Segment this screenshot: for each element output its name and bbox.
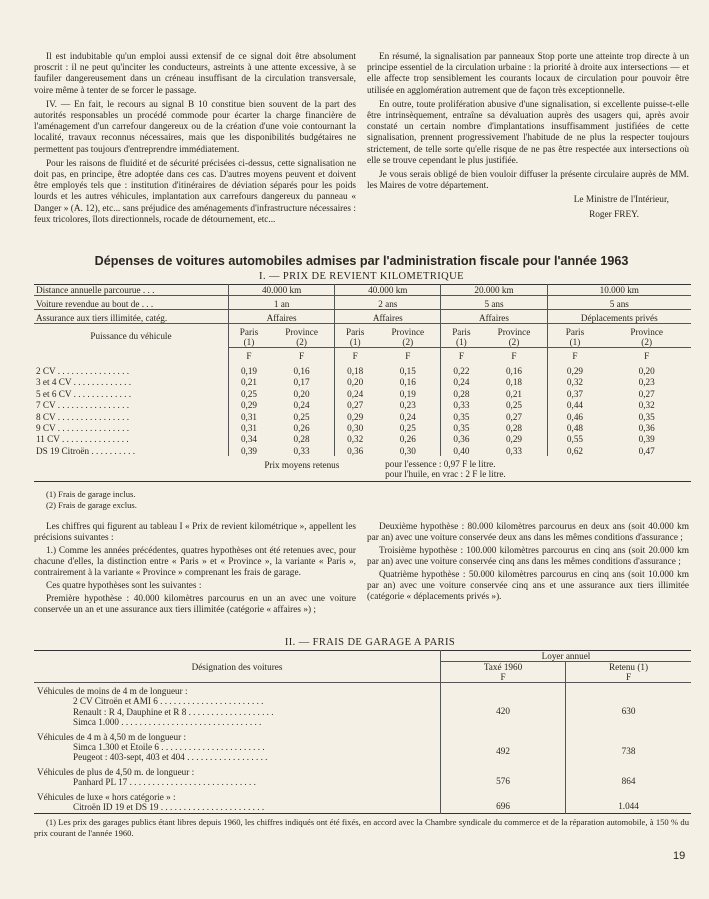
unit-label: F <box>441 672 566 683</box>
cost-cell: 0,24 <box>399 411 416 422</box>
cost-cell: 0,18 <box>505 377 523 388</box>
left-column <box>34 52 356 229</box>
cost-cell: 0,40 <box>441 445 481 456</box>
fuel-essence: pour l'essence : 0,97 F le litre. <box>385 459 496 470</box>
unit-label: F <box>511 351 517 361</box>
note-ref: (2) <box>602 337 691 348</box>
table1-notes <box>34 489 374 510</box>
cost-cell: 0,48 <box>547 422 602 433</box>
vehicle-row <box>34 399 691 410</box>
cost-cell: 0,24 <box>335 388 375 399</box>
paragraph: Ces quatre hypothèses sont les suivantes : <box>46 581 202 591</box>
vehicle-item: Renault : R 4, Dauphine et R 8 . . . . . . . . . . . . . . . . . . . <box>73 706 274 717</box>
cost-cell: 0,31 <box>229 411 269 422</box>
cost-cell: 0,27 <box>335 399 375 410</box>
group-category: Affaires <box>441 310 547 324</box>
cost-cell: 0,29 <box>229 399 269 410</box>
garage-group <box>34 789 691 814</box>
loyer-header: Loyer annuel <box>441 651 692 662</box>
paragraph: En résumé, la signalisation par panneaux Stop porte une atteinte trop directe à un principe essentiel de la circulation urbaine : la priorité à droite aux intersections — et elle affecte trop sensiblement les courants locaux de circulation pour pouvoir être utilisée en agglomération autrement que de façon très exceptionnelle. <box>367 52 689 96</box>
garage-group <box>34 683 691 729</box>
hypotheses-left <box>34 522 356 618</box>
cost-cell: 0,35 <box>441 422 481 433</box>
garage-cost-table <box>34 650 691 814</box>
vehicle-label: 8 CV . . . . . . . . . . . . . . . . <box>36 411 129 422</box>
paris-header: Paris <box>441 324 481 338</box>
cost-cell: 0,29 <box>335 411 375 422</box>
vehicle-item: Citroën ID 19 et DS 19 . . . . . . . . . . . . . . . . . . . . . . . <box>73 802 265 813</box>
taxe-header: Taxé 1960 <box>441 662 566 673</box>
row-label: Voiture revendue au bout de . . . <box>34 296 229 310</box>
unit-label: F <box>547 348 602 366</box>
group-heading: Véhicules de plus de 4,50 m. de longueur : <box>37 766 195 777</box>
cost-cell: 0,16 <box>505 366 523 376</box>
paris-header: Paris <box>335 324 375 338</box>
group-years: 5 ans <box>441 296 547 310</box>
unit-label: F <box>644 351 650 361</box>
group-distance: 20.000 km <box>441 285 547 296</box>
cost-cell: 0,16 <box>399 377 416 388</box>
paragraph: Première hypothèse : 40.000 kilomètres parcourus en un an avec une voiture conservée un an et une assurance aux tiers illimitée (catégorie « affaires ») ; <box>34 594 356 615</box>
retenu-value: 738 <box>566 729 691 764</box>
cost-cell: 0,39 <box>638 434 655 445</box>
cost-cell: 0,28 <box>293 434 310 445</box>
cost-cell: 0,20 <box>638 366 655 376</box>
group-years: 2 ans <box>335 296 441 310</box>
vehicle-label: DS 19 Citroën . . . . . . . . . . <box>36 445 136 456</box>
note-ref: (1) <box>335 337 375 348</box>
cost-cell: 0,15 <box>399 366 416 376</box>
unit-label: F <box>229 348 269 366</box>
cost-cell: 0,25 <box>505 400 523 411</box>
cost-rows <box>34 365 691 456</box>
province-header: Province <box>391 327 425 337</box>
group-heading: Véhicules de luxe « hors catégorie » : <box>37 791 176 802</box>
taxe-value: 492 <box>441 729 566 764</box>
cost-cell: 0,25 <box>293 411 310 422</box>
paris-header: Paris <box>229 324 269 338</box>
power-label: Puissance du véhicule <box>90 330 172 341</box>
note-ref: (2) <box>481 337 547 348</box>
cost-cell: 0,18 <box>335 365 375 376</box>
footnote <box>34 817 689 838</box>
taxe-value: 696 <box>441 789 566 814</box>
unit-label: F <box>335 348 375 366</box>
province-header: Province <box>497 327 531 337</box>
cost-cell: 0,22 <box>441 365 481 376</box>
paragraph: Les chiffres qui figurent au tableau I « Prix de revient kilométrique », appellent les précisions suivantes : <box>34 522 356 543</box>
cost-cell: 0,46 <box>547 411 602 422</box>
unit-label: F <box>566 672 691 683</box>
cost-cell: 0,24 <box>441 376 481 387</box>
cost-cell: 0,26 <box>399 434 416 445</box>
paragraph: IV. — En fait, le recours au signal B 10 constitue bien souvent de la part des autorités responsables un procédé commode pour écarter la charge financière de l'aménagement d'un carrefour dangereux ou de la création d'une voie contournant la localité, travaux reconnus nécessaires, mais que les disponibilités budgétaires ne permettent pas toujours d'entreprendre immédiatement. <box>34 99 356 155</box>
garage-group-label <box>34 789 441 814</box>
page-number: 19 <box>673 850 686 862</box>
cost-cell: 0,35 <box>441 411 481 422</box>
vehicle-item: Simca 1.300 et Etoile 6 . . . . . . . . . . . . . . . . . . . . . . . <box>73 742 265 753</box>
vehicle-row <box>34 388 691 399</box>
right-column <box>367 52 689 224</box>
cost-cell: 0,27 <box>505 411 523 422</box>
cost-cell: 0,29 <box>505 434 523 445</box>
note-ref: (1) <box>441 337 481 348</box>
cost-cell: 0,24 <box>293 400 310 411</box>
group-heading: Véhicules de moins de 4 m de longueur : <box>37 686 188 696</box>
cost-cell: 0,30 <box>335 422 375 433</box>
retenu-value: 1.044 <box>566 789 691 814</box>
cost-cell: 0,32 <box>638 400 655 411</box>
vehicle-row <box>34 433 691 444</box>
cost-cell: 0,62 <box>547 445 602 456</box>
cost-cell: 0,39 <box>229 445 269 456</box>
cost-cell: 0,32 <box>335 433 375 444</box>
vehicle-row <box>34 445 691 456</box>
signature-title: Le Ministre de l'Intérieur, <box>573 195 669 206</box>
group-heading: Véhicules de 4 m à 4,50 m de longueur : <box>37 731 187 742</box>
garage-group-label <box>34 683 441 729</box>
paragraph: Deuxième hypothèse : 80.000 kilomètres parcourus en deux ans (soit 40.000 km par an) avec une voiture conservée deux ans dans les mêmes conditions d'assurance ; <box>367 522 689 543</box>
designation-header: Désignation des voitures <box>34 651 441 683</box>
row-label: Distance annuelle parcourue . . . <box>34 285 229 296</box>
vehicle-row <box>34 422 691 433</box>
cost-cell: 0,25 <box>229 388 269 399</box>
cost-cell: 0,44 <box>547 399 602 410</box>
cost-cell: 0,27 <box>638 388 655 399</box>
note-2: (2) Frais de garage exclus. <box>46 499 137 510</box>
signature-name: Roger FREY. <box>589 209 639 220</box>
cost-cell: 0,47 <box>638 445 655 456</box>
table1-title: I. — PRIX DE REVIENT KILOMETRIQUE <box>259 271 464 282</box>
cost-cell: 0,20 <box>335 376 375 387</box>
cost-cell: 0,37 <box>547 388 602 399</box>
group-category: Affaires <box>335 310 441 324</box>
garage-group-label <box>34 764 441 789</box>
cost-cell: 0,21 <box>505 388 523 399</box>
vehicle-item: Peugeot : 403-sept, 403 et 404 . . . . . . . . . . . . . . . . . . <box>73 752 268 763</box>
note-ref: (2) <box>269 337 335 348</box>
vehicle-label: 11 CV . . . . . . . . . . . . . . . <box>36 434 129 445</box>
cost-cell: 0,23 <box>399 400 416 411</box>
cost-cell: 0,30 <box>399 445 416 456</box>
table2-title: II. — FRAIS DE GARAGE A PARIS <box>284 637 456 648</box>
group-years: 1 an <box>229 296 335 310</box>
cost-cell: 0,36 <box>441 433 481 444</box>
row-label: Assurance aux tiers illimitée, catég. <box>34 310 229 324</box>
taxe-value: 576 <box>441 764 566 789</box>
cost-cell: 0,33 <box>505 445 523 456</box>
note-ref: (2) <box>375 337 441 348</box>
cost-cell: 0,28 <box>441 388 481 399</box>
paragraph: 1.) Comme les années précédentes, quatres hypothèses ont été retenues avec, pour chacune d'elles, la distinction entre « Paris » et « Province », la variante « Paris », contrairement à la variante « Province » comprenant les frais de garage. <box>34 546 356 578</box>
vehicle-label: 3 et 4 CV . . . . . . . . . . . . . <box>36 377 132 388</box>
paris-header: Paris <box>547 324 602 338</box>
cost-cell: 0,33 <box>441 399 481 410</box>
vehicle-item: 2 CV Citroën et AMI 6 . . . . . . . . . . . . . . . . . . . . . . . <box>73 696 264 707</box>
group-years: 5 ans <box>547 296 691 310</box>
paragraph: En outre, toute prolifération abusive d'une signalisation, si excellente puisse-t-elle être intrinsèquement, entraîne sa dévaluation auprès des usagers qui, après avoir constaté un certain nombre d'implantations insuffisamment justifiées de cette signalisation, prennent progressivement l'habitude de ne plus la respecter toujours strictement, de telle sorte qu'elle risque de ne pas être respectée aux intersections où elle se trouve cependant le plus justifiée. <box>367 99 689 166</box>
cost-cell: 0,34 <box>229 433 269 444</box>
group-distance: 40.000 km <box>229 285 335 296</box>
unit-label: F <box>405 351 411 361</box>
cost-cell: 0,55 <box>547 433 602 444</box>
vehicle-row <box>34 411 691 422</box>
cost-cell: 0,31 <box>229 422 269 433</box>
vehicle-label: 7 CV . . . . . . . . . . . . . . . . <box>36 400 129 411</box>
vehicle-label: 9 CV . . . . . . . . . . . . . . . . <box>36 423 129 434</box>
cost-cell: 0,23 <box>638 377 655 388</box>
retenu-value: 630 <box>566 683 691 729</box>
province-header: Province <box>285 327 318 337</box>
cost-cell: 0,35 <box>638 411 655 422</box>
garage-group-label <box>34 729 441 764</box>
province-header: Province <box>630 327 663 337</box>
vehicle-row <box>34 365 691 376</box>
hypotheses-right <box>367 522 689 605</box>
note-ref: (1) <box>229 337 269 348</box>
cost-cell: 0,20 <box>293 388 310 399</box>
cost-cell: 0,25 <box>399 423 416 434</box>
group-category: Affaires <box>229 310 335 324</box>
unit-label: F <box>441 348 481 366</box>
unit-label: F <box>299 351 305 361</box>
group-category: Déplacements privés <box>547 310 691 324</box>
vehicle-item: Panhard PL 17 . . . . . . . . . . . . . . . . . . . . . . . . . . . . <box>73 777 256 788</box>
cost-cell: 0,19 <box>229 365 269 376</box>
cost-cell: 0,28 <box>505 423 523 434</box>
main-title: Dépenses de voitures automobiles admises par l'administration fiscale pour l'année 1963 <box>94 254 629 268</box>
cost-cell: 0,17 <box>293 377 310 388</box>
vehicle-label: 2 CV . . . . . . . . . . . . . . . . <box>36 366 129 376</box>
vehicle-label: 5 et 6 CV . . . . . . . . . . . . . <box>36 388 132 399</box>
cost-cell: 0,21 <box>229 376 269 387</box>
paragraph: Troisième hypothèse : 100.000 kilomètres parcourus en cinq ans (soit 20.000 km par an) avec une voiture conservée cinq ans dans les mêmes conditions d'assurance ; <box>367 546 689 567</box>
footnote-text: (1) Les prix des garages publics étant libres depuis 1960, les chiffres indiqués ont été fixés, en accord avec la Chambre syndicale du commerce et de la réparation automobile, à 150 % du prix courant de l'année 1960. <box>34 817 689 838</box>
garage-rows <box>34 683 691 814</box>
cost-cell: 0,32 <box>547 376 602 387</box>
vehicle-row <box>34 376 691 387</box>
garage-group <box>34 729 691 764</box>
note-1: (1) Frais de garage inclus. <box>46 489 136 499</box>
cost-per-km-table <box>34 284 691 482</box>
retenu-value: 864 <box>566 764 691 789</box>
paragraph: Pour les raisons de fluidité et de sécurité précisées ci-dessus, cette signalisation ne doit pas, en principe, être adoptée dans ces cas. D'autres moyens peuvent et doivent être employés tels que : institution d'itinéraires de déviation séparés pour les poids lourds et les autres véhicules, implantation aux carrefours dangereux du panneau « Danger » (A. 12), etc... sans préjudice des aménagements d'infrastructure nécessaires : feux tricolores, îlots directionnels, rocade de détournement, etc... <box>34 158 356 225</box>
fuel-huile: pour l'huile, en vrac : 2 F le litre. <box>385 469 506 480</box>
cost-cell: 0,33 <box>293 445 310 456</box>
cost-cell: 0,36 <box>335 445 375 456</box>
garage-group <box>34 764 691 789</box>
cost-cell: 0,26 <box>293 423 310 434</box>
cost-cell: 0,16 <box>293 366 310 376</box>
group-distance: 40.000 km <box>335 285 441 296</box>
retenu-header: Retenu (1) <box>566 662 691 673</box>
taxe-value: 420 <box>441 683 566 729</box>
cost-cell: 0,19 <box>399 388 416 399</box>
paragraph: Je vous serais obligé de bien vouloir diffuser la présente circulaire auprès de MM. les Maires de votre département. <box>367 170 689 192</box>
cost-cell: 0,29 <box>547 365 602 376</box>
avg-prices-label: Prix moyens retenus <box>264 460 340 471</box>
paragraph: Quatrième hypothèse : 50.000 kilomètres parcourus en cinq ans (soit 10.000 km par an) avec une voiture conservée cinq ans et une assurance aux tiers illimitée (catégorie « déplacements privés »). <box>367 570 689 602</box>
note-ref: (1) <box>547 337 602 348</box>
fuel-prices <box>375 456 691 482</box>
cost-cell: 0,36 <box>638 423 655 434</box>
group-distance: 10.000 km <box>547 285 691 296</box>
vehicle-item: Simca 1.000 . . . . . . . . . . . . . . . . . . . . . . . . . . . . . . . <box>73 717 262 728</box>
paragraph: Il est indubitable qu'un emploi aussi extensif de ce signal doit être absolument proscrit : il ne peut qu'inciter les conducteurs, astreints à une attente excessive, à se faufiler dangereusement dans un créneau insuffisant de la circulation transversale, voire même à tenter de se forcer le passage. <box>34 52 356 96</box>
